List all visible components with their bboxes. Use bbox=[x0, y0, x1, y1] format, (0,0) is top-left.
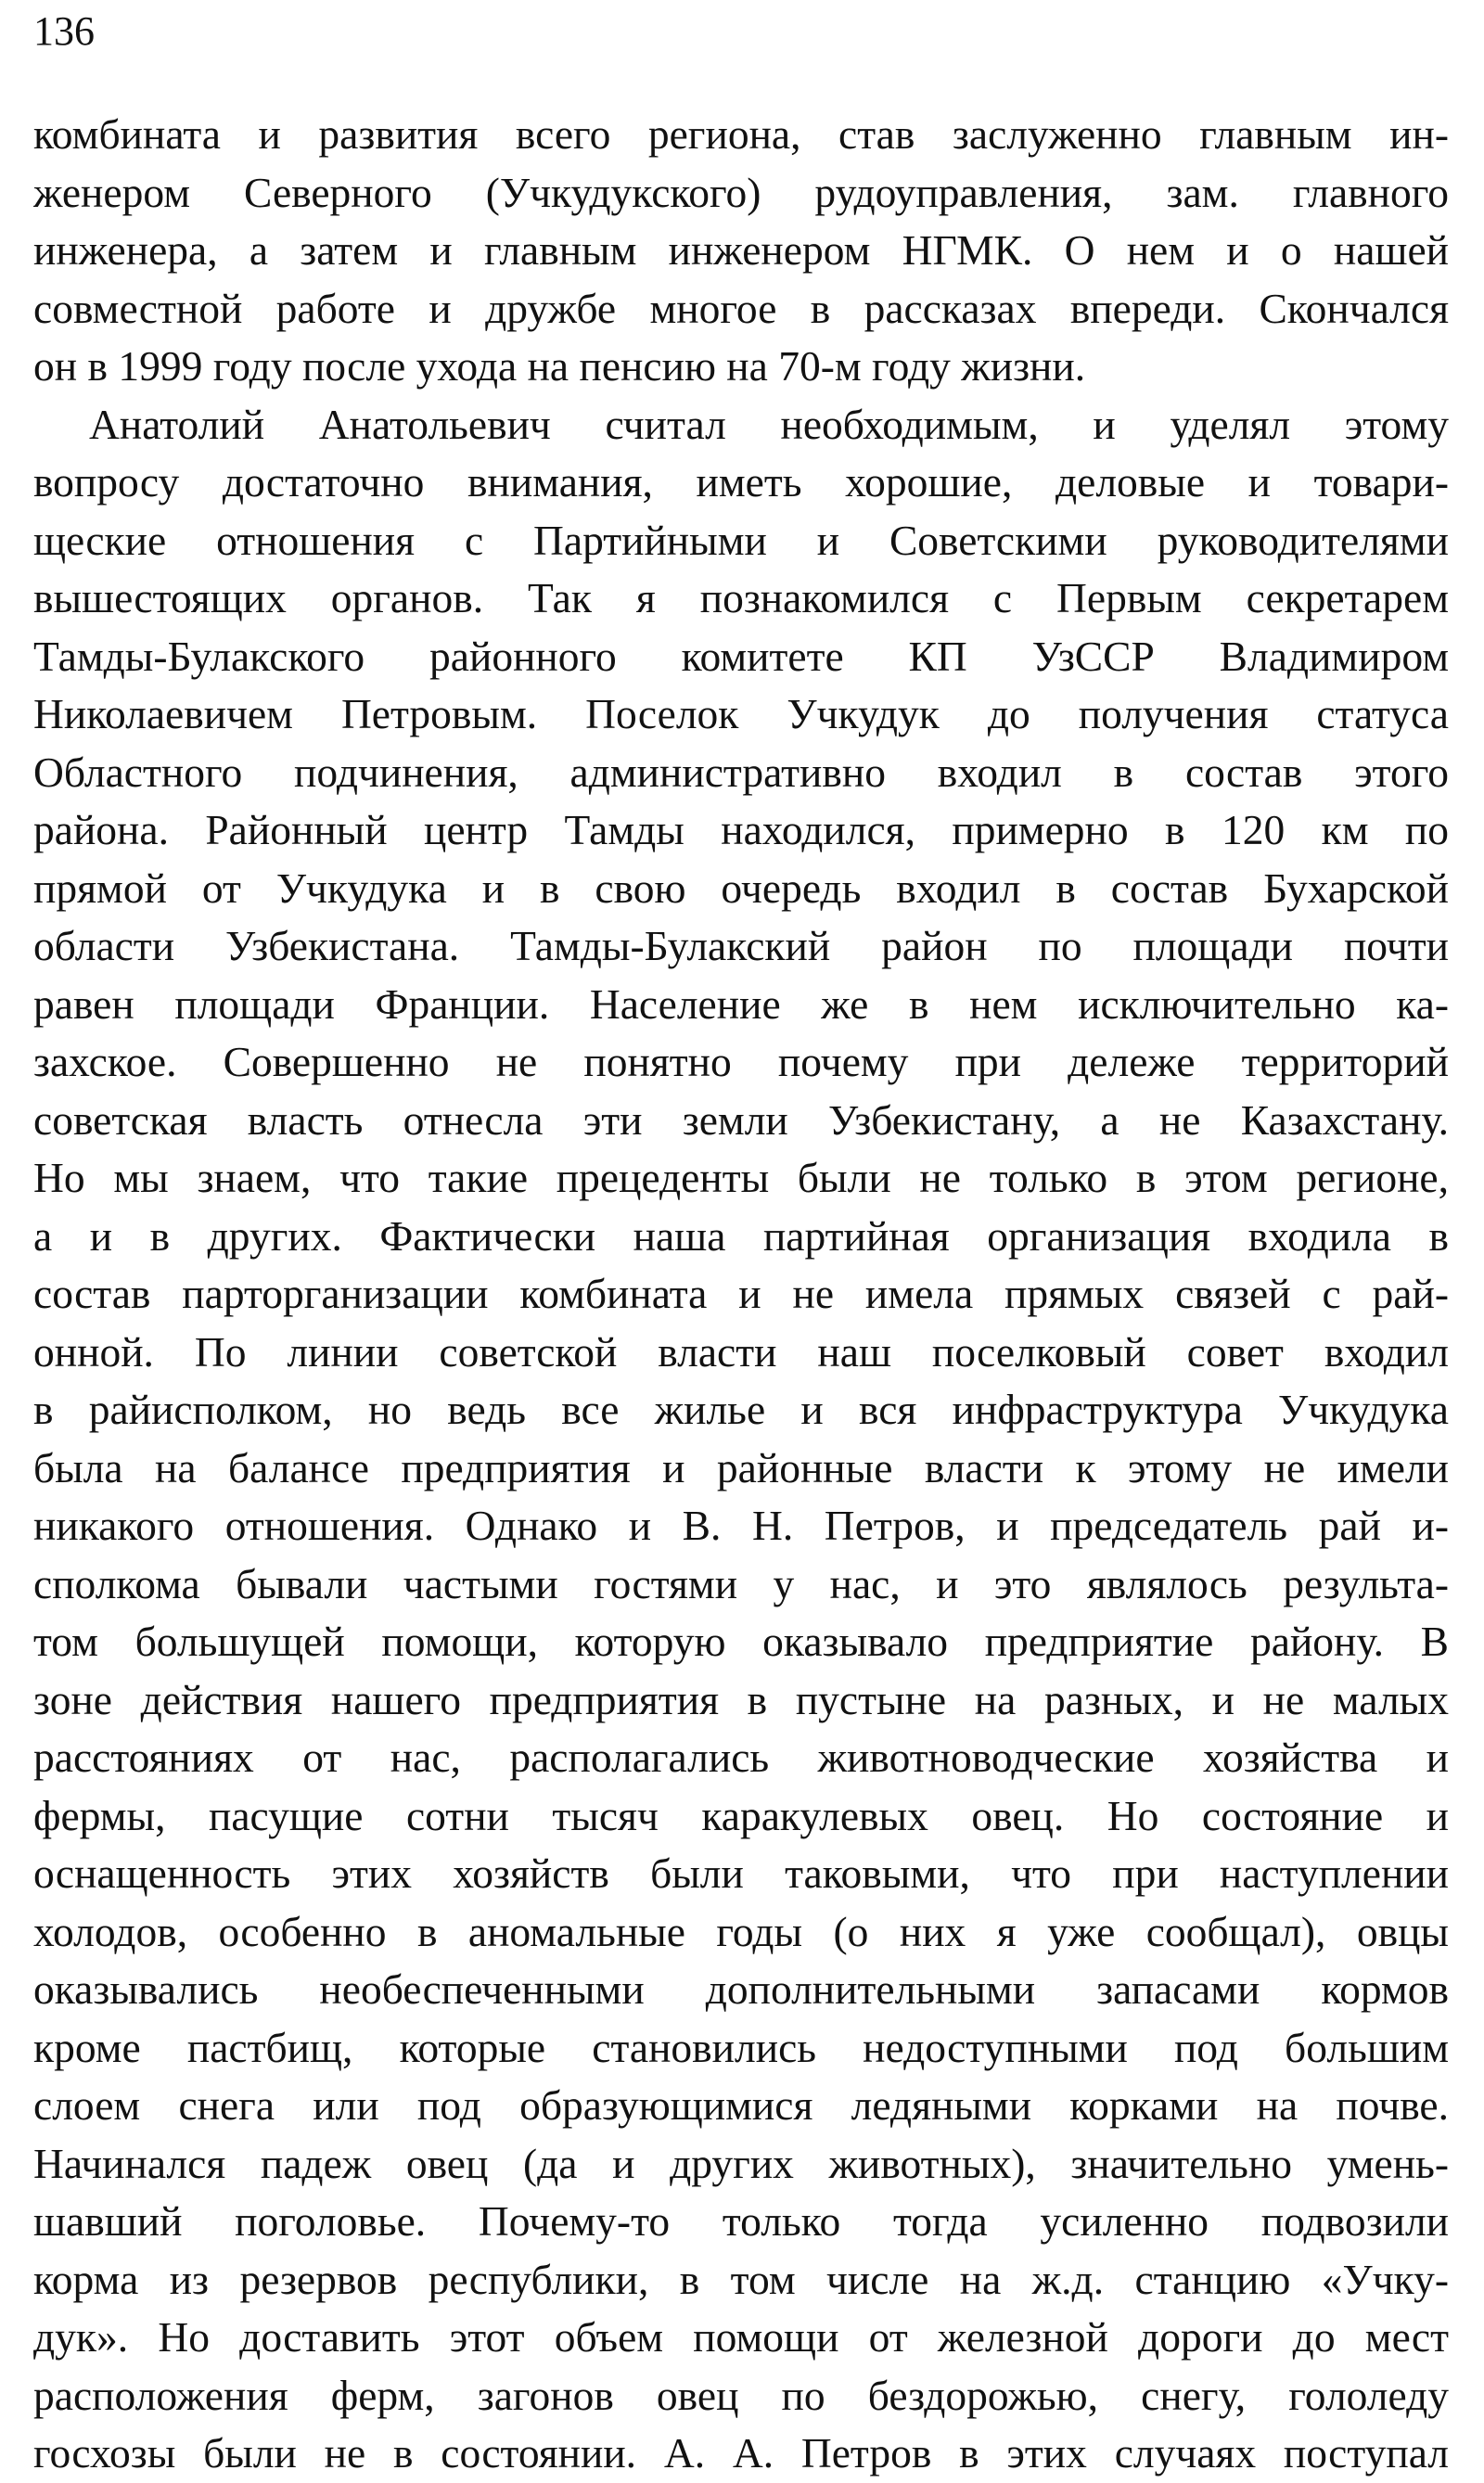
text-line: корма из резервов республики, в том числе на ж.д. станцию «Учку- bbox=[33, 2255, 1449, 2303]
text-line: Но мы знаем, что такие прецеденты были не только в этом регионе, bbox=[33, 1154, 1449, 1201]
text-line: в райисполком, но ведь все жилье и вся инфраструктура Учкудука bbox=[33, 1386, 1449, 1433]
text-line: Тамды-Булакского районного комитете КП УзССР Владимиром bbox=[33, 632, 1449, 680]
text-line: он в 1999 году после ухода на пенсию на 70-м году жизни. bbox=[33, 342, 1086, 390]
text-line: никакого отношения. Однако и В. Н. Петров, и председатель рай и- bbox=[33, 1502, 1449, 1549]
text-line: зоне действия нашего предприятия в пустыне на разных, и не малых bbox=[33, 1675, 1449, 1723]
text-line: слоем снега или под образующимися ледяными корками на почве. bbox=[33, 2081, 1449, 2129]
text-line: состав парторганизации комбината и не имела прямых связей с рай- bbox=[33, 1270, 1449, 1317]
text-line: совместной работе и дружбе многое в рассказах впереди. Скончался bbox=[33, 284, 1449, 332]
text-line: дук». Но доставить этот объем помощи от железной дороги до мест bbox=[33, 2313, 1449, 2361]
text-line: комбината и развития всего региона, став заслуженно главным ин- bbox=[33, 110, 1449, 158]
text-line: госхозы были не в состоянии. А. А. Петров в этих случаях поступал bbox=[33, 2429, 1449, 2477]
text-line: щеские отношения с Партийными и Советскими руководителями bbox=[33, 516, 1449, 564]
text-line: области Узбекистана. Тамды-Булакский район по площади почти bbox=[33, 922, 1449, 969]
text-line: была на балансе предприятия и районные власти к этому не имели bbox=[33, 1443, 1449, 1491]
text-line: Анатолий Анатольевич считал необходимым, и уделял этому bbox=[89, 400, 1449, 448]
text-line: Областного подчинения, административно входил в состав этого bbox=[33, 748, 1449, 796]
text-line: прямой от Учкудука и в свою очередь входил в состав Бухарской bbox=[33, 864, 1449, 912]
text-line: инженера, а затем и главным инженером НГМК. О нем и о нашей bbox=[33, 226, 1449, 274]
text-line: вопросу достаточно внимания, иметь хорошие, деловые и товари- bbox=[33, 458, 1449, 506]
text-line: оказывались необеспеченными дополнительными запасами кормов bbox=[33, 1965, 1449, 2013]
text-line: вышестоящих органов. Так я познакомился с Первым секретарем bbox=[33, 574, 1449, 621]
text-line: оснащенность этих хозяйств были таковыми, что при наступлении bbox=[33, 1849, 1449, 1897]
text-line: захское. Совершенно не понятно почему при дележе территорий bbox=[33, 1038, 1449, 1085]
text-line: кроме пастбищ, которые становились недоступными под большим bbox=[33, 2023, 1449, 2071]
text-block bbox=[33, 106, 1449, 2483]
text-line: расположения ферм, загонов овец по бездорожью, снегу, гололеду bbox=[33, 2371, 1449, 2419]
text-line: расстояниях от нас, располагались животноводческие хозяйства и bbox=[33, 1734, 1449, 1781]
text-line: Николаевичем Петровым. Поселок Учкудук до получения статуса bbox=[33, 690, 1449, 737]
text-line: онной. По линии советской власти наш поселковый совет входил bbox=[33, 1327, 1449, 1376]
text-line: фермы, пасущие сотни тысяч каракулевых овец. Но состояние и bbox=[33, 1791, 1449, 1839]
text-line: Начинался падеж овец (да и других животных), значительно умень- bbox=[33, 2139, 1449, 2187]
page-number: 136 bbox=[33, 8, 95, 54]
text-line: сполкома бывали частыми гостями у нас, и это являлось результа- bbox=[33, 1559, 1449, 1607]
text-line: а и в других. Фактически наша партийная организация входила в bbox=[33, 1211, 1449, 1260]
text-line: женером Северного (Учкудукского) рудоуправления, зам. главного bbox=[33, 168, 1449, 216]
text-line: равен площади Франции. Население же в нем исключительно ка- bbox=[33, 979, 1449, 1028]
text-line: холодов, особенно в аномальные годы (о них я уже сообщал), овцы bbox=[33, 1907, 1449, 1955]
text-line: шавший поголовье. Почему-то только тогда усиленно подвозили bbox=[33, 2197, 1449, 2245]
text-line: том большущей помощи, которую оказывало предприятие району. В bbox=[33, 1618, 1449, 1665]
text-line: района. Районный центр Тамды находился, примерно в 120 км по bbox=[33, 806, 1449, 853]
text-line: советская власть отнесла эти земли Узбекистану, а не Казахстану. bbox=[33, 1095, 1449, 1144]
